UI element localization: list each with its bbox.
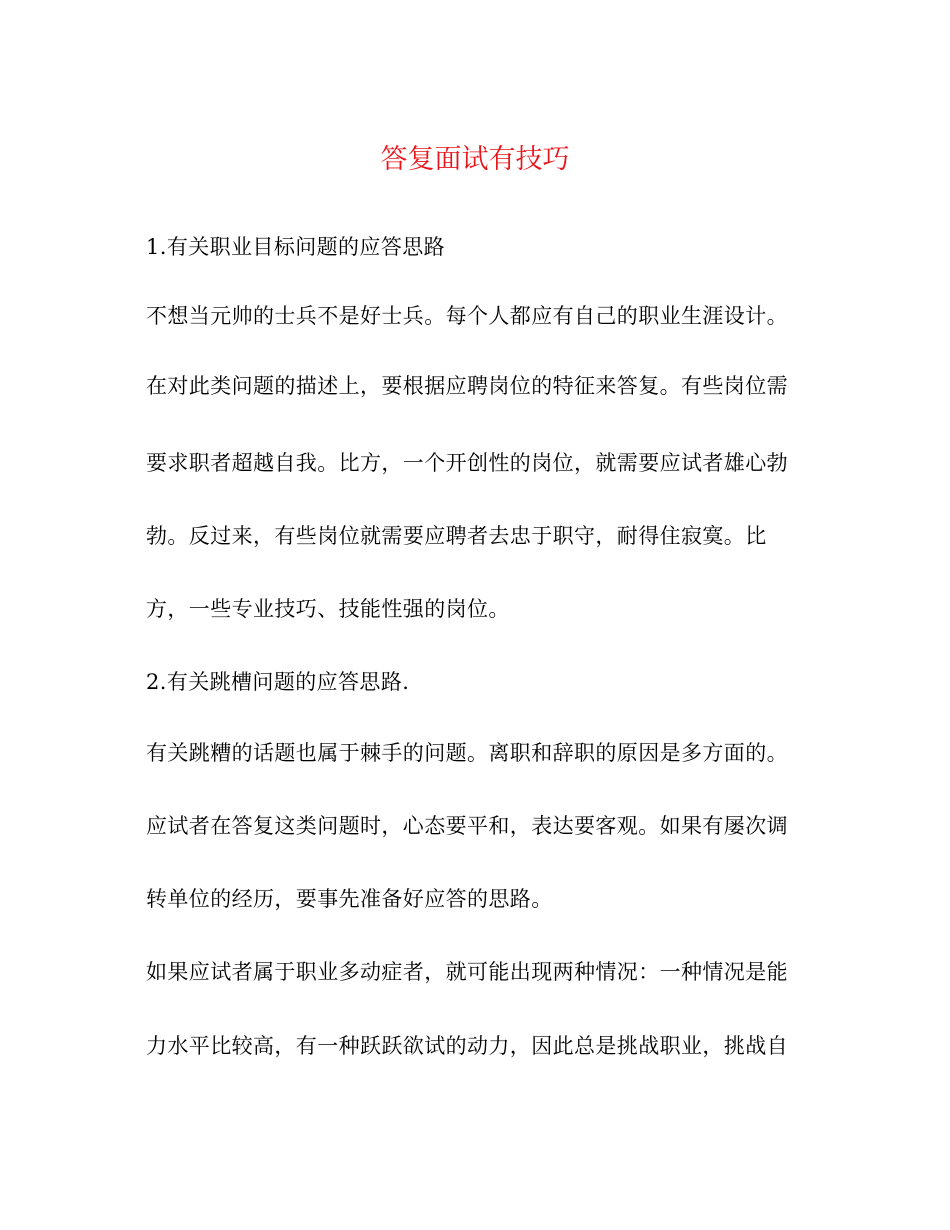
- text-line: 应试者在答复这类问题时，心态要平和，表达要客观。如果有屡次调: [146, 814, 788, 838]
- text-line: 勃。反过来，有些岗位就需要应聘者去忠于职守，耐得住寂寞。比: [146, 524, 767, 548]
- text-line: 力水平比较高，有一种跃跃欲试的动力，因此总是挑战职业，挑战自: [146, 1034, 788, 1058]
- section-heading-2: 2.有关跳槽问题的应答思路.: [146, 670, 410, 694]
- section-heading-1: 1.有关职业目标问题的应答思路: [146, 235, 446, 259]
- text-line: 有关跳糟的话题也属于棘手的问题。离职和辞职的原因是多方面的。: [146, 741, 788, 765]
- text-line: 如果应试者属于职业多动症者，就可能出现两种情况：一种情况是能: [146, 960, 788, 984]
- text-line: 不想当元帅的士兵不是好士兵。每个人都应有自己的职业生涯设计。: [146, 304, 788, 328]
- text-line: 要求职者超越自我。比方，一个开创性的岗位，就需要应试者雄心勃: [146, 451, 788, 475]
- text-line: 方，一些专业技巧、技能性强的岗位。: [146, 597, 510, 621]
- document-title: 答复面试有技巧: [380, 144, 570, 175]
- text-line: 转单位的经历，要事先准备好应答的思路。: [146, 887, 553, 911]
- text-line: 在对此类问题的描述上，要根据应聘岗位的特征来答复。有些岗位需: [146, 374, 788, 398]
